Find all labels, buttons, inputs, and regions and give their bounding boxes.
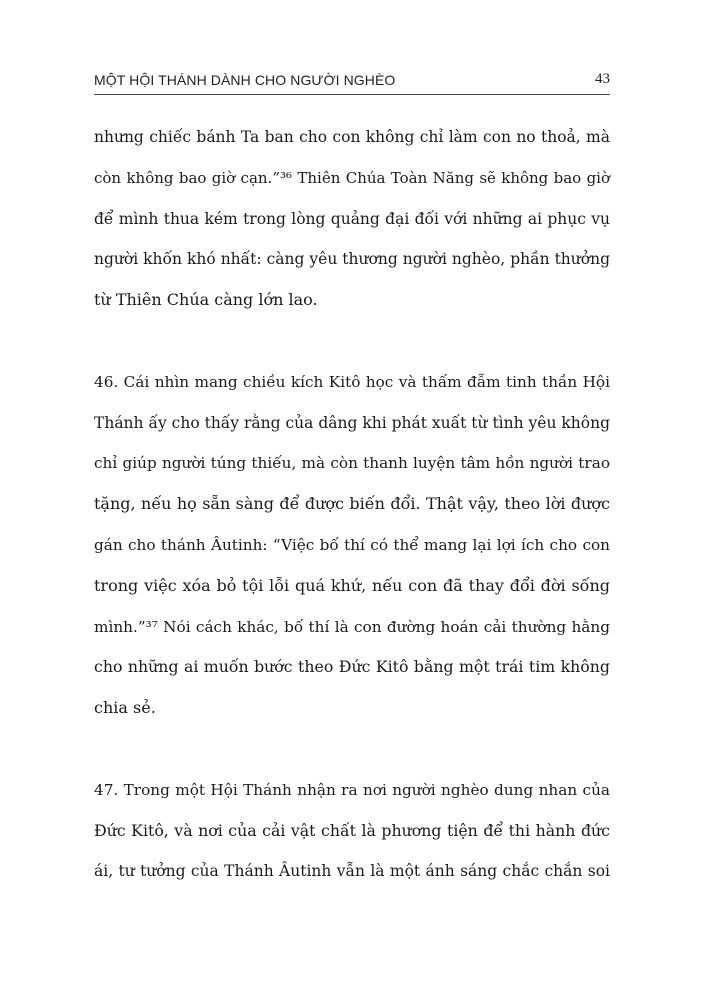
text-line: trong việc xóa bỏ tội lỗi quá khứ, nếu con đã thay đổi đời sống	[94, 575, 610, 595]
text-line: cho những ai muốn bước theo Đức Kitô bằng một trái tim không	[94, 657, 610, 677]
text-line: mình.”³⁷ Nói cách khác, bố thí là con đường hoán cải thường hằng	[94, 617, 610, 636]
running-title: MỘT HỘI THÁNH DÀNH CHO NGƯỜI NGHÈO	[94, 72, 396, 88]
text-line: chỉ giúp người túng thiếu, mà còn thanh luyện tâm hồn người trao	[94, 454, 610, 473]
text-line: để mình thua kém trong lòng quảng đại đối với những ai phục vụ	[94, 209, 610, 228]
text-line: ái, tư tưởng của Thánh Âutinh vẫn là một ánh sáng chắc chắn soi	[94, 862, 610, 881]
paragraph-gap	[94, 729, 610, 770]
text-line: từ Thiên Chúa càng lớn lao.	[94, 290, 318, 310]
text-line: gán cho thánh Âutinh: “Việc bố thí có thể mang lại lợi ích cho con	[94, 535, 610, 554]
text-line: 47. Trong một Hội Thánh nhận ra nơi người nghèo dung nhan của	[94, 780, 610, 799]
text-line: tặng, nếu họ sẵn sàng để được biến đổi. Thật vậy, theo lời được	[94, 494, 610, 514]
text-line: nhưng chiếc bánh Ta ban cho con không chỉ làm con no thoả, mà	[94, 128, 610, 146]
paragraph-47	[94, 770, 610, 892]
page-number: 43	[595, 71, 610, 87]
paragraph-continuation	[94, 117, 610, 321]
text-line: Thánh ấy cho thấy rằng của dâng khi phát xuất từ tình yêu không	[94, 413, 610, 432]
paragraph-gap	[94, 321, 610, 362]
header-rule	[94, 94, 610, 95]
text-line: người khốn khó nhất: càng yêu thương người nghèo, phần thưởng	[94, 250, 610, 269]
running-head	[94, 62, 610, 88]
body-text	[94, 117, 610, 892]
text-line: 46. Cái nhìn mang chiều kích Kitô học và thấm đẫm tinh thần Hội	[94, 372, 610, 391]
text-line: Đức Kitô, và nơi của cải vật chất là phương tiện để thi hành đức	[94, 820, 610, 840]
paragraph-46	[94, 362, 610, 729]
text-line: chia sẻ.	[94, 698, 156, 718]
text-line: còn không bao giờ cạn.”³⁶ Thiên Chúa Toàn Năng sẽ không bao giờ	[94, 168, 610, 187]
